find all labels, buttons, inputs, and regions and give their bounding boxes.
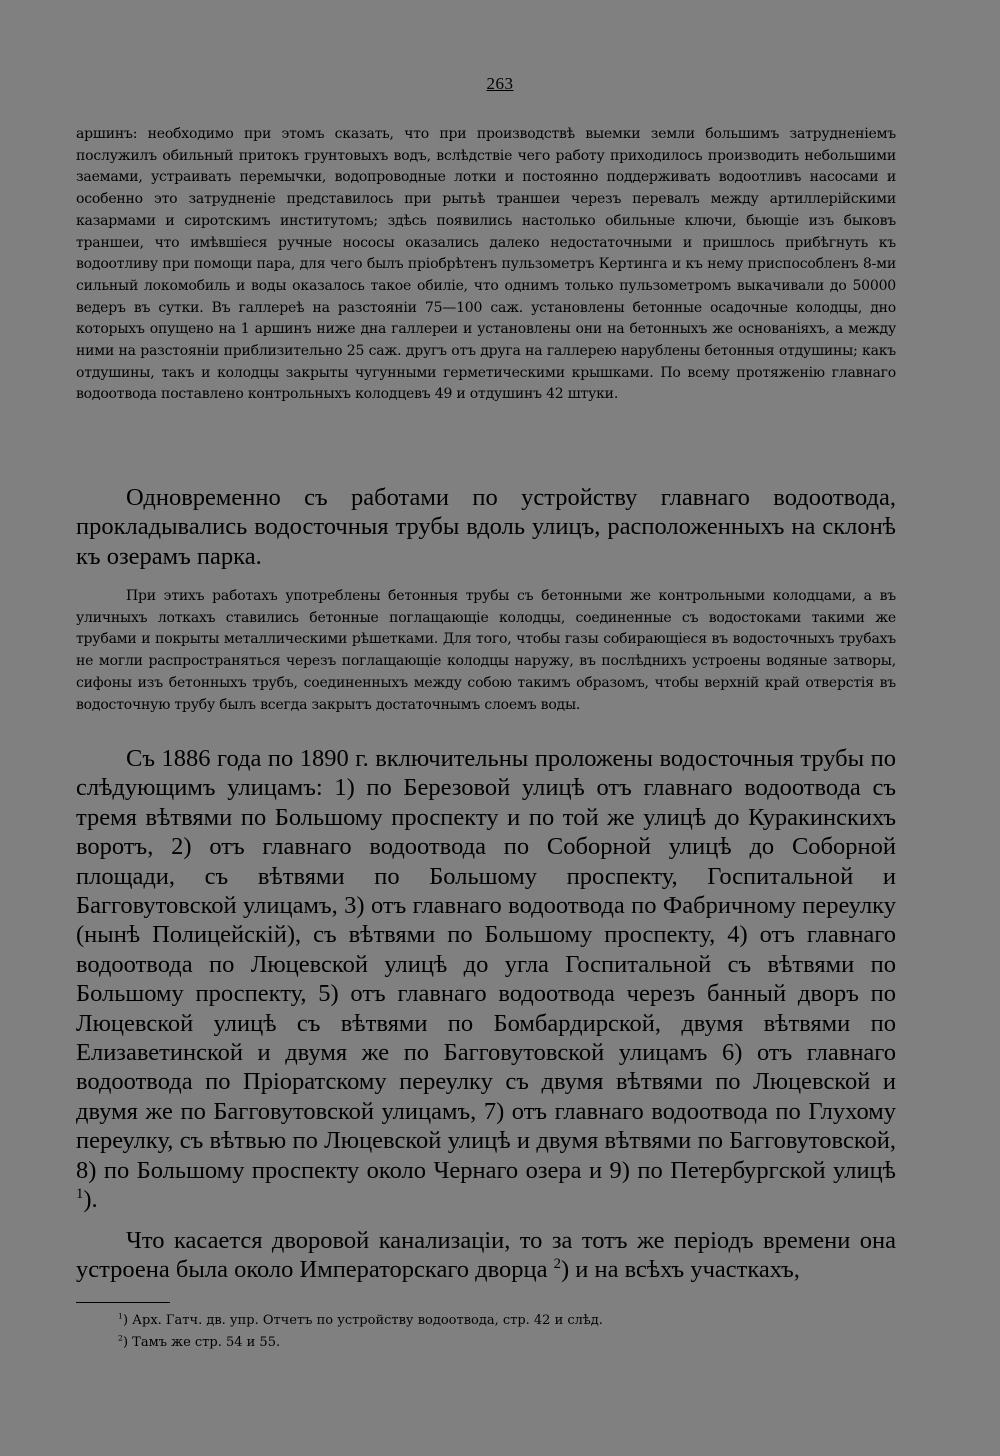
footnotes — [118, 1310, 898, 1354]
paragraph-body: Что касается дворовой канализаціи, то за тотъ же періодъ времени она устроена была около Императорскаго дворца — [76, 1227, 896, 1284]
paragraph-tail: ) и на всѣхъ участкахъ, — [560, 1256, 800, 1284]
paragraph-text: аршинъ: необходимо при этомъ сказать, что при производствѣ выемки земли большимъ затрудненіемъ послужилъ обильный притокъ грунтовыхъ водъ, вслѣдствіе чего работу приходилось производить небольшими заемами, устраивать перемычки, водопроводные лотки и постоянно поддерживать водоотливъ насосами и особенно это затрудненіе представилось при рытьѣ траншеи черезъ перевалъ между артиллерійскими казармами и сиротскимъ институтомъ; здѣсь появились настолько обильные ключи, бьющіе изъ быковъ траншеи, что имѣвшіеся ручные нососы оказались далеко недостаточными и пришлось прибѣгнуть къ водоотливу при помощи пара, для чего былъ пріобрѣтенъ пульзометръ Кертинга и къ нему приспособленъ 8-ми сильный локомобиль и воды оказалось такое обиліе, что однимъ только пульзометромъ выкачивали до 50000 ведеръ въ сутки. Въ галлереѣ на разстояніи 75—100 саж. установлены бетонные осадочные колодцы, дно которыхъ опущено на 1 аршинъ ниже дна галлереи и установлены они на бетонныхъ же основаніяхъ, а между ними на разстояніи приблизительно 25 саж. другъ отъ друга на галлерею нарублены бетонныя отдушины; какъ отдушины, такъ и колодцы закрыты чугунными герметическими крышками. По всему протяженію главнаго водоотвода поставлено контрольныхъ колодцевъ 49 и отдушинъ 42 штуки. — [76, 126, 896, 403]
paragraph-small-2 — [76, 586, 896, 716]
paragraph-large-2 — [76, 744, 896, 1215]
footnote-mark: 1 — [118, 1311, 123, 1321]
footnote-ref: 2 — [553, 1256, 561, 1273]
paragraph-text — [76, 1226, 896, 1285]
paragraph-small-1 — [76, 124, 896, 406]
page-number: 263 — [486, 74, 514, 93]
footnote-ref: 1 — [76, 1185, 84, 1202]
footnote-1 — [118, 1310, 898, 1332]
paragraph-large-3 — [76, 1226, 896, 1285]
footnote-divider — [76, 1302, 170, 1303]
footnote-2 — [118, 1332, 898, 1354]
footnote-text: ) Тамъ же стр. 54 и 55. — [122, 1335, 281, 1350]
paragraph-body: Съ 1886 года по 1890 г. включительны проложены водосточныя трубы по слѣдующимъ улицамъ: 1) по Березовой улицѣ отъ главнаго водоотвода съ тремя вѣтвями по Большому проспекту и по той же улицѣ до Куракинскихъ воротъ, 2) отъ главнаго водоотвода по Соборной улицѣ до Соборной площади, съ вѣтвями по Большому проспекту, Госпитальной и Багговутовской улицамъ, 3) отъ главнаго водоотвода по Фабричному переулку (нынѣ Полицейскій), съ вѣтвями по Большому проспекту, 4) отъ главнаго водоотвода по Люцевской улицѣ до угла Госпитальной съ вѣтвями по Большому проспекту, 5) отъ главнаго водоотвода черезъ банный дворъ по Люцевской улицѣ съ вѣтвями по Бомбардирской, двумя вѣтвями по Елизаветинской и двумя же по Багговутовской улицамъ 6) отъ главнаго водоотвода по Пріоратскому переулку съ двумя вѣтвями по Люцевской и двумя же по Багговутовской улицамъ, 7) отъ главнаго водоотвода по Глухому переулку, съ вѣтвью по Люцевской улицѣ и двумя вѣтвями по Багговутовской, 8) по Большому проспекту около Чернаго озера и 9) по Петербургской улицѣ — [76, 745, 896, 1184]
paragraph-text — [76, 744, 896, 1215]
paragraph-text: При этихъ работахъ употреблены бетонныя трубы съ бетонными же контрольными колодцами, а въ уличныхъ лоткахъ ставились бетонные поглащающіе колодцы, соединенные съ водостоками такими же трубами и покрыты металлическими рѣшетками. Для того, чтобы газы собирающіеся въ водосточныхъ трубахъ не могли распространяться черезъ поглащающіе колодцы наружу, въ послѣднихъ устроены водяные затворы, сифоны изъ бетонныхъ трубъ, соединенныхъ между собою такимъ образомъ, чтобы верхній край отверстія въ водосточную трубу былъ всегда закрытъ достаточнымъ слоемъ воды. — [76, 588, 896, 713]
footnote-text: ) Арх. Гатч. дв. упр. Отчетъ по устройству водоотвода, стр. 42 и слѣд. — [122, 1313, 603, 1328]
paragraph-text: Одновременно съ работами по устройству главнаго водоотвода, прокладывались водосточныя трубы вдоль улицъ, расположенныхъ на склонѣ къ озерамъ парка. — [76, 484, 896, 570]
footnote-mark: 2 — [118, 1333, 123, 1343]
paragraph-tail: ). — [83, 1186, 98, 1214]
paragraph-large-1 — [76, 483, 896, 571]
